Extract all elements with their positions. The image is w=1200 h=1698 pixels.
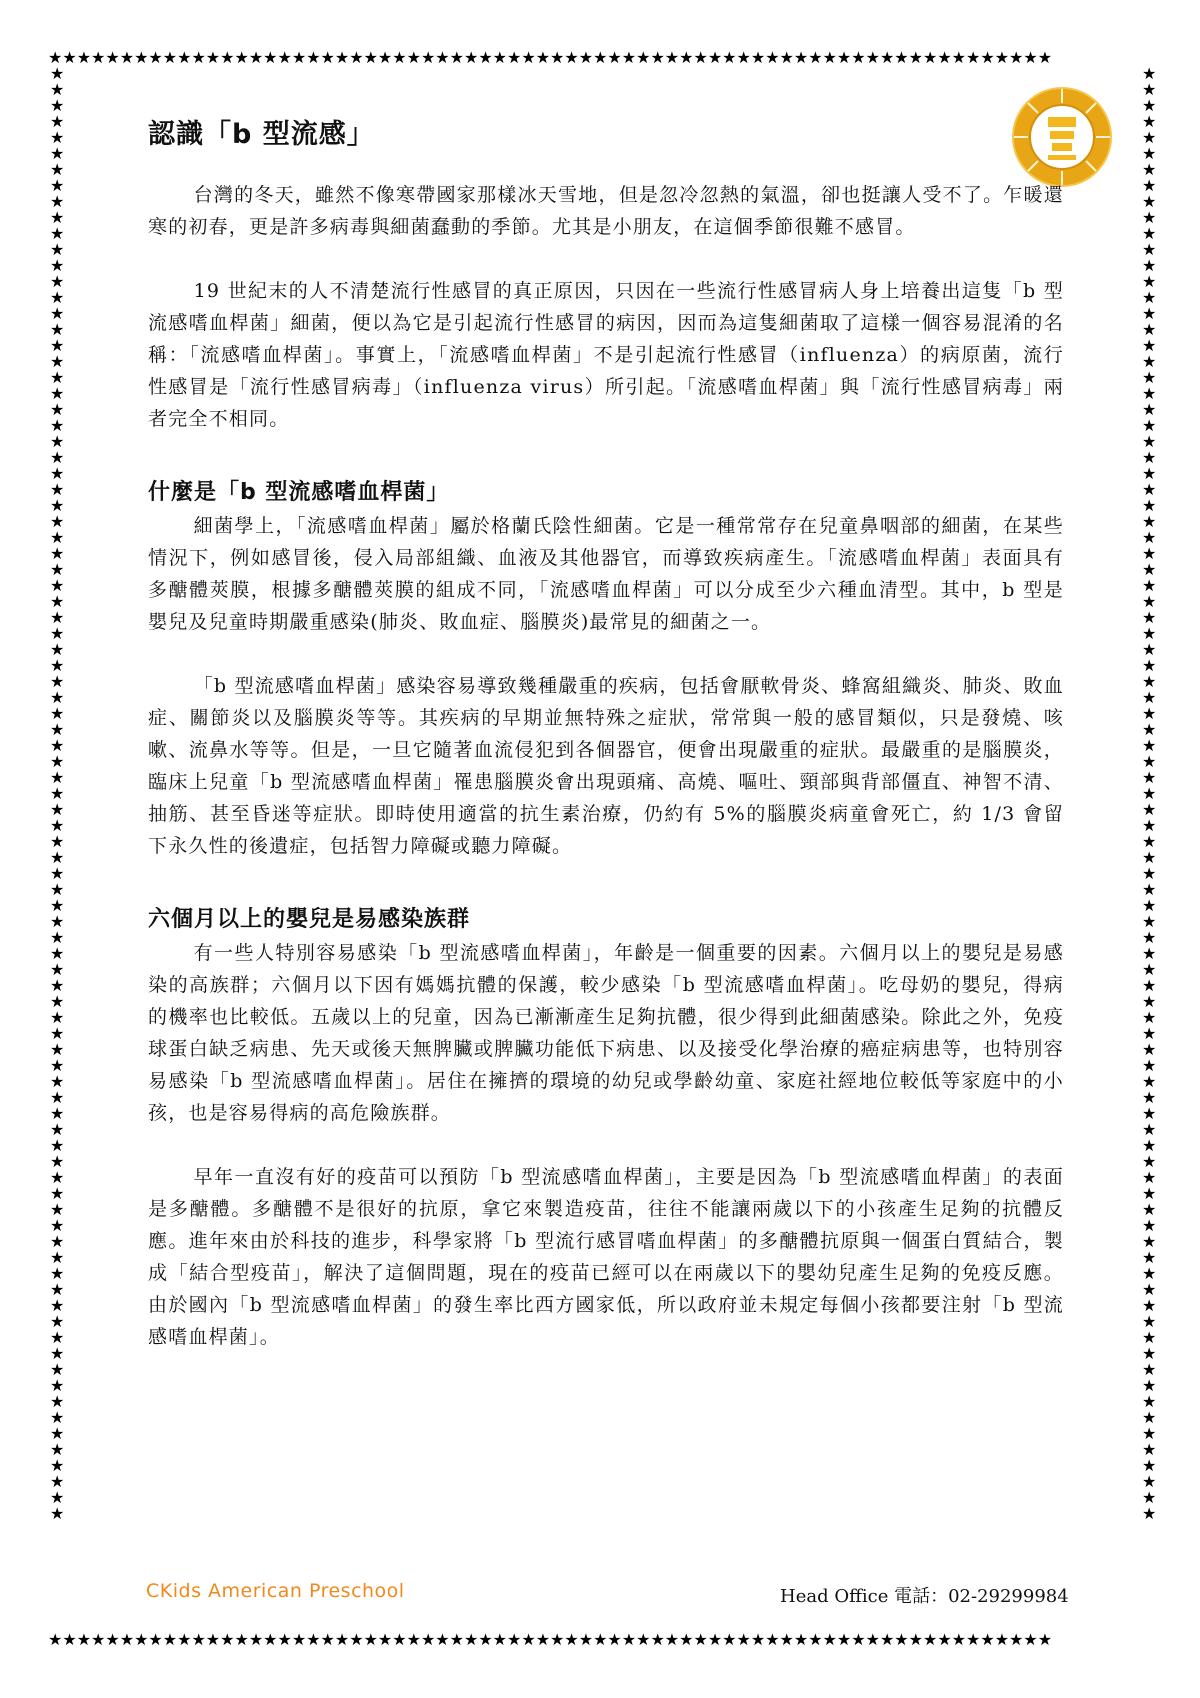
section1-paragraph-2: 「b 型流感嗜血桿菌」感染容易導致幾種嚴重的疾病，包括會厭軟骨炎、蜂窩組織炎、肺炎、敗血症、關節炎以及腦膜炎等等。其疾病的早期並無特殊之症狀，常常與一般的感冒類似，只是發燒、咳嗽、流鼻水等等。但是，一旦它隨著血流侵犯到各個器官，便會出現嚴重的症狀。最嚴重的是腦膜炎，臨床上兒童「b 型流感嗜血桿菌」罹患腦膜炎會出現頭痛、高燒、嘔吐、頸部與背部僵直、神智不清、抽筋、甚至昏迷等症狀。即時使用適當的抗生素治療，仍約有 5%的腦膜炎病童會死亡，約 1/3 會留下永久性的後遺症，包括智力障礙或聽力障礙。 (148, 675, 1064, 857)
star-border-top: ★★★★★★★★★★★★★★★★★★★★★★★★★★★★★★★★★★★★★★★★★★★★★★★★★★★★★★★★★★★★★★★★★★★★★★ (48, 50, 1053, 66)
intro-paragraph-2: 19 世紀末的人不清楚流行性感冒的真正原因，只因在一些流行性感冒病人身上培養出這隻「b 型流感嗜血桿菌」細菌，便以為它是引起流行性感冒的病因，因而為這隻細菌取了這樣一個容易混淆的名稱：「流感嗜血桿菌」。事實上，「流感嗜血桿菌」不是引起流行性感冒（influenza）的病原菌，流行性感冒是「流行性感冒病毒」（influenza virus）所引起。「流感嗜血桿菌」與「流行性感冒病毒」兩者完全不相同。 (148, 280, 1064, 430)
star-border-bottom: ★★★★★★★★★★★★★★★★★★★★★★★★★★★★★★★★★★★★★★★★★★★★★★★★★★★★★★★★★★★★★★★★★★★★★★ (48, 1632, 1053, 1648)
intro-paragraph-1: 台灣的冬天，雖然不像寒帶國家那樣冰天雪地，但是忽冷忽熱的氣溫，卻也挺讓人受不了。乍暖還寒的初春，更是許多病毒與細菌蠢動的季節。尤其是小朋友，在這個季節很難不感冒。 (148, 184, 1064, 238)
footer-brand: CKids American Preschool (146, 1580, 405, 1602)
star-border-left: ★★★★★★★★★★★★★★★★★★★★★★★★★★★★★★★★★★★★★★★★★★★★★★★★★★★★★★★★★★★★★★★★★★★★★★★★★★★★★★★★★★★★★★★★★★★ (50, 66, 65, 1523)
section-heading-what-is-hib: 什麼是「b 型流感嗜血桿菌」 (148, 480, 450, 505)
section2-paragraph-2: 早年一直沒有好的疫苗可以預防「b 型流感嗜血桿菌」，主要是因為「b 型流感嗜血桿菌」的表面是多醣體。多醣體不是很好的抗原，拿它來製造疫苗，往往不能讓兩歲以下的小孩產生足夠的抗體反應。進年來由於科技的進步，科學家將「b 型流行感冒嗜血桿菌」的多醣體抗原與一個蛋白質結合，製成「結合型疫苗」，解決了這個問題，現在的疫苗已經可以在兩歲以下的嬰幼兒產生足夠的免疫反應。由於國內「b 型流感嗜血桿菌」的發生率比西方國家低，所以政府並未規定每個小孩都要注射「b 型流感嗜血桿菌」。 (148, 1166, 1064, 1348)
section2-paragraph-1: 有一些人特別容易感染「b 型流感嗜血桿菌」，年齡是一個重要的因素。六個月以上的嬰兒是易感染的高族群；六個月以下因有媽媽抗體的保護，較少感染「b 型流感嗜血桿菌」。吃母奶的嬰兒，得病的機率也比較低。五歲以上的兒童，因為已漸漸產生足夠抗體，很少得到此細菌感染。除此之外，免疫球蛋白缺乏病患、先天或後天無脾臟或脾臟功能低下病患、以及接受化學治療的癌症病患等，也特別容易感染「b 型流感嗜血桿菌」。居住在擁擠的環境的幼兒或學齡幼童、家庭社經地位較低等家庭中的小孩，也是容易得病的高危險族群。 (148, 942, 1064, 1124)
article (148, 112, 1064, 1353)
section1-paragraph-1: 細菌學上，「流感嗜血桿菌」屬於格蘭氏陰性細菌。它是一種常常存在兒童鼻咽部的細菌，在某些情況下，例如感冒後，侵入局部組織、血液及其他器官，而導致疾病產生。「流感嗜血桿菌」表面具有多醣體莢膜，根據多醣體莢膜的組成不同，「流感嗜血桿菌」可以分成至少六種血清型。其中，b 型是嬰兒及兒童時期嚴重感染(肺炎、敗血症、腦膜炎)最常見的細菌之一。 (148, 515, 1064, 633)
page-title: 認識「b 型流感」 (148, 119, 375, 150)
star-border-right: ★★★★★★★★★★★★★★★★★★★★★★★★★★★★★★★★★★★★★★★★★★★★★★★★★★★★★★★★★★★★★★★★★★★★★★★★★★★★★★★★★★★★★★★★★★★ (1142, 66, 1157, 1523)
footer-phone: Head Office 電話：02-29299984 (780, 1586, 1069, 1607)
section-heading-risk-group: 六個月以上的嬰兒是易感染族群 (148, 907, 471, 932)
